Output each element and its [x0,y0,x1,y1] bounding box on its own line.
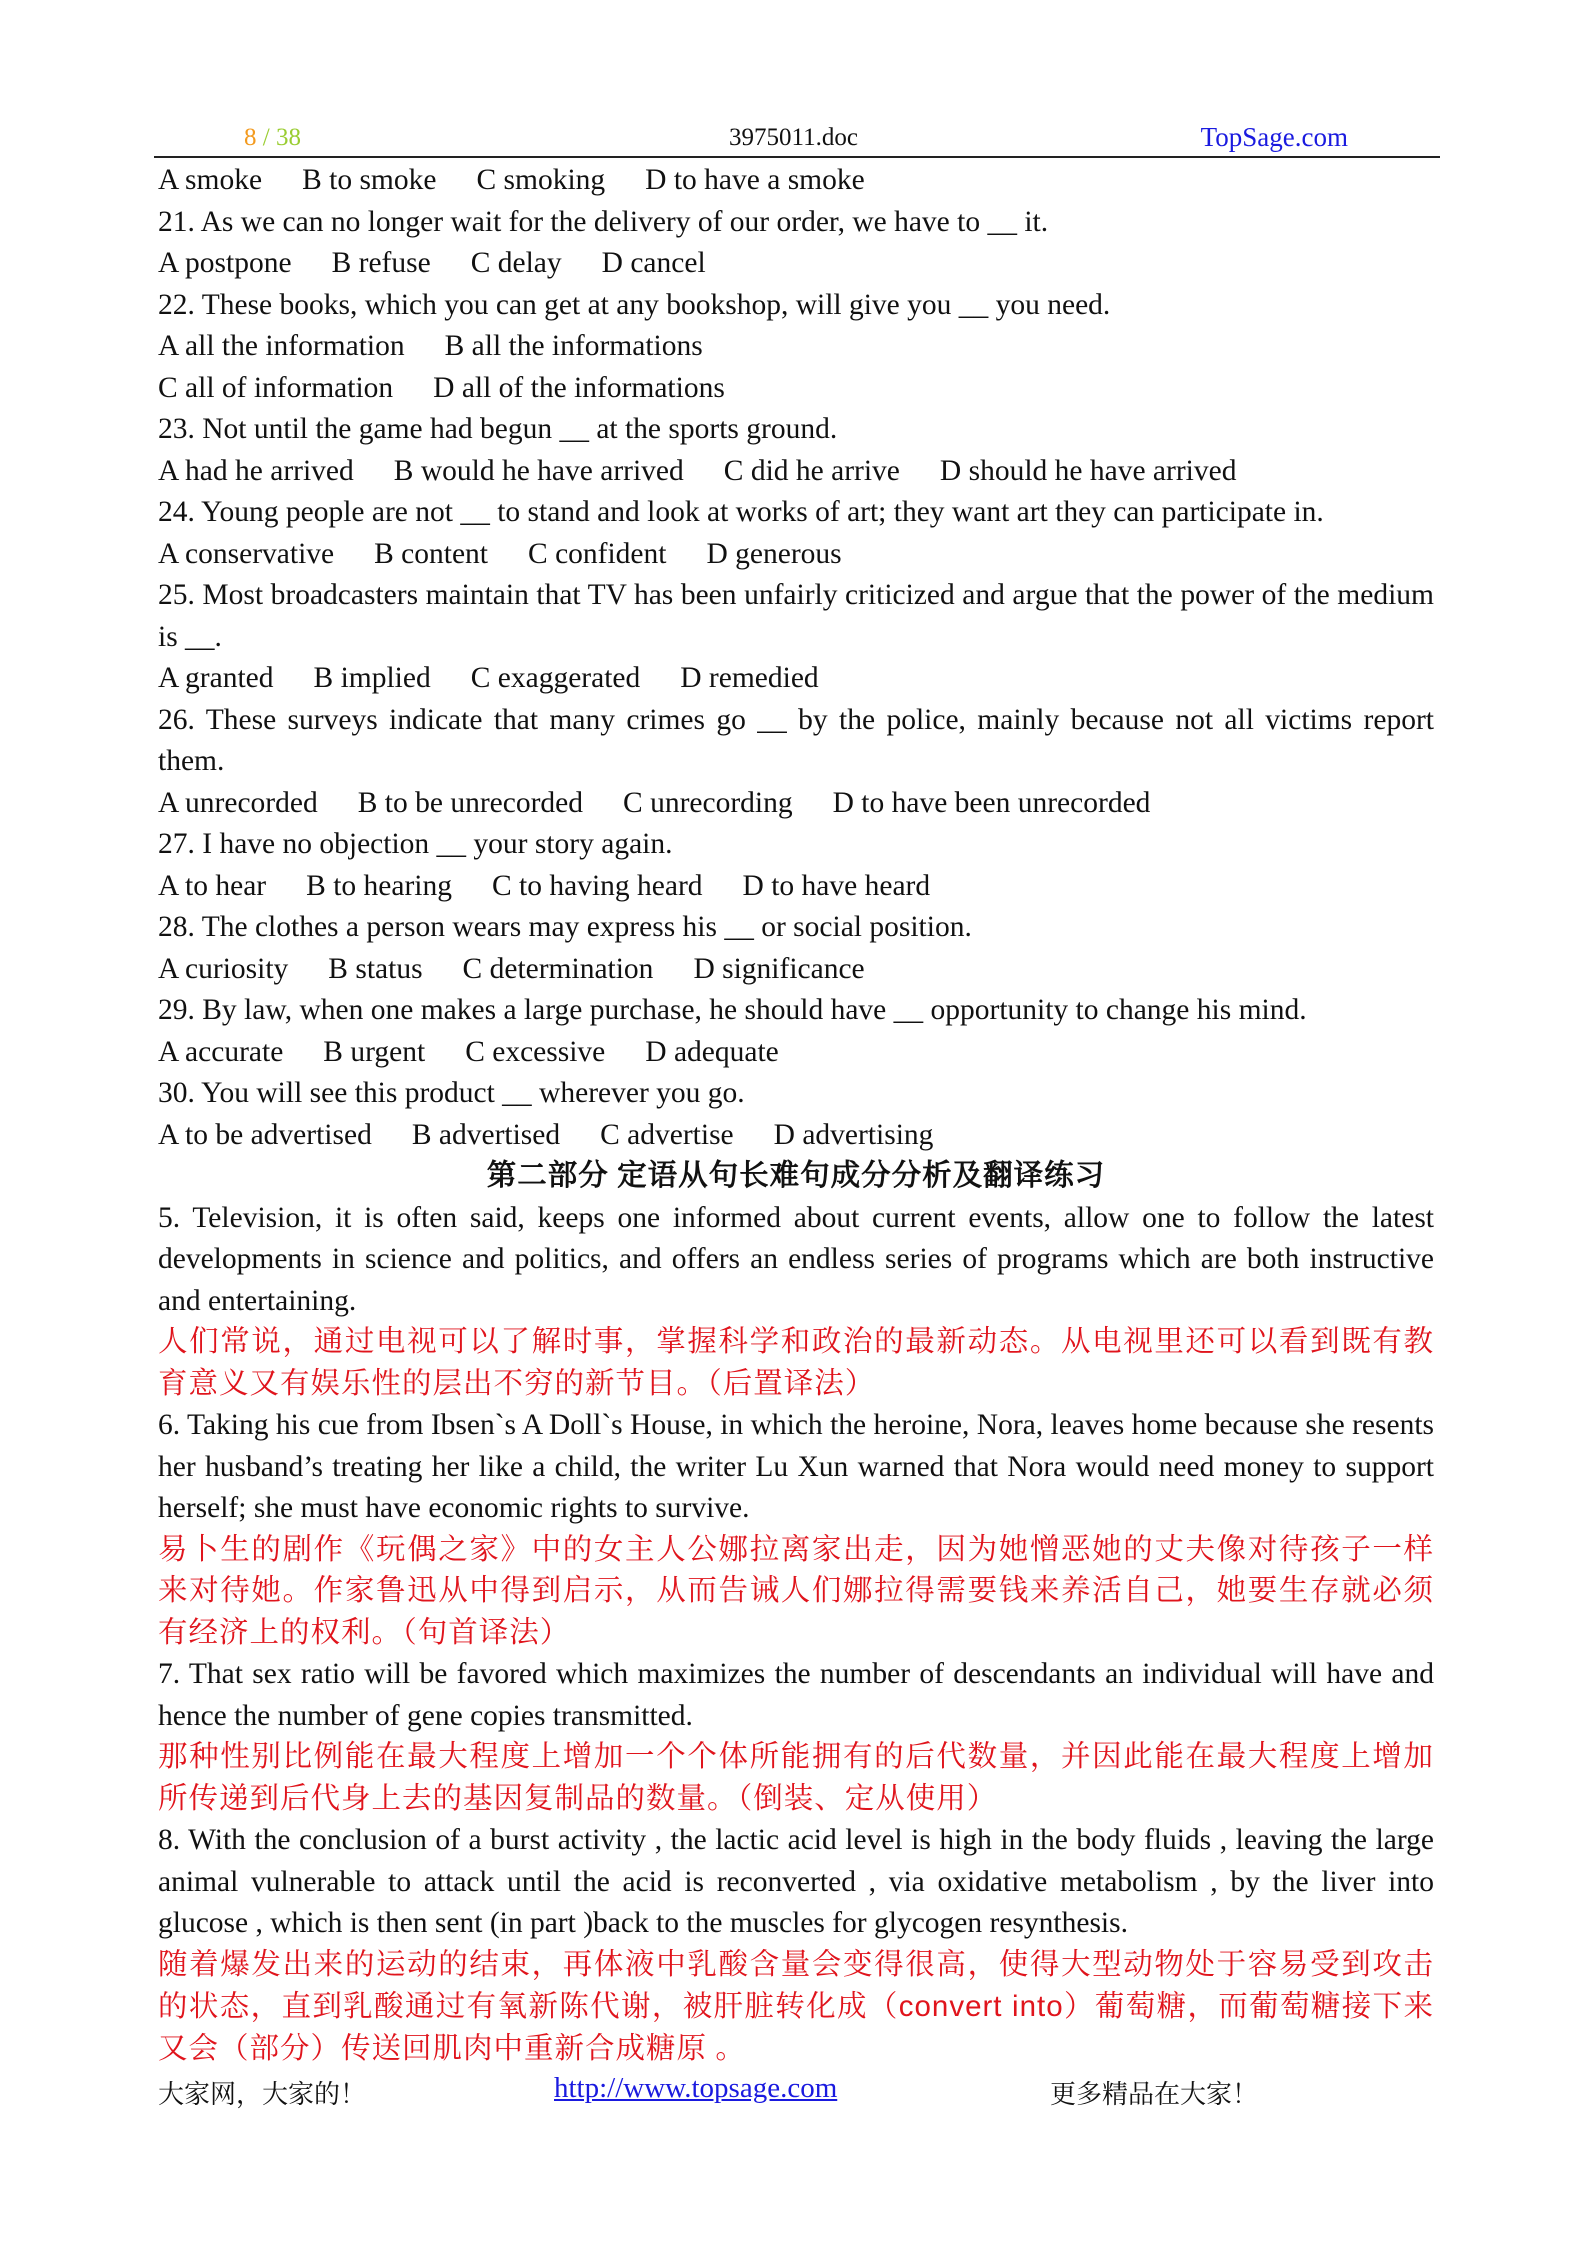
page-separator: / [256,124,276,151]
answer-option[interactable]: B to be unrecorded [357,786,584,819]
footer-link[interactable]: http://www.topsage.com [554,2072,838,2104]
answer-option[interactable]: D to have a smoke [645,164,865,196]
options-row [158,866,1434,908]
options-row [158,160,1434,202]
translation-item [158,1654,1434,1820]
section-heading: 第二部分 定语从句长难句成分分析及翻译练习 [486,1160,1106,1192]
english-sentence: 8. With the conclusion of a burst activity , the lactic acid level is high in the body fluids , leaving the large animal vulnerable to attack until the acid is reconverted , via oxidative metabolism , by the liver into glucose , which is then sent (in part )back to the muscles for glycogen resynthesis. [158,1824,1434,1939]
answer-option[interactable]: D generous [706,537,842,570]
options-row [158,1115,1434,1157]
answer-option[interactable]: A postpone [158,247,292,279]
answer-option[interactable]: A all the information [158,330,405,362]
answer-option[interactable]: D significance [693,952,865,985]
question-stem: 22. These books, which you can get at any bookshop, will give you __ you need. [158,288,1111,321]
answer-option[interactable]: C did he arrive [723,454,900,487]
answer-option[interactable]: B refuse [331,247,431,279]
answer-option[interactable]: A to be advertised [158,1118,372,1151]
english-sentence: 7. That sex ratio will be favored which maximizes the number of descendants an individual will have and hence the number of gene copies transmitted. [158,1658,1434,1732]
options-row [158,368,1434,410]
options-row [158,658,1434,700]
translation-segment: ）葡萄糖，而葡萄糖接下来又会（部分）传送回肌肉中重新合成糖原 。 [158,1991,1434,2065]
answer-option[interactable]: C unrecording [623,786,793,819]
question-stem: 25. Most broadcasters maintain that TV has been unfairly criticized and argue that the power of the medium is __. [158,579,1434,653]
answer-option[interactable]: C excessive [465,1035,606,1068]
answer-option[interactable]: B advertised [411,1118,561,1151]
options-row [158,1032,1434,1074]
options-row [158,451,1434,493]
question-item [158,1073,1434,1156]
translation-item [158,1198,1434,1406]
question-item [158,824,1434,907]
answer-option[interactable]: A accurate [158,1035,284,1068]
question-item [158,700,1434,825]
page-header [154,118,1440,158]
chinese-translation [158,1737,1434,1820]
answer-option[interactable]: C all of information [158,371,394,404]
answer-option[interactable]: B status [328,952,423,985]
footer-tagline: 更多精品在大家！ [1050,2080,1259,2109]
answer-option[interactable]: C to having heard [491,869,703,902]
answer-option[interactable]: B would he have arrived [393,454,684,487]
page-current: 8 [244,124,257,151]
question-item [158,990,1434,1073]
question-stem: 30. You will see this product __ wherever you go. [158,1077,745,1109]
answer-option[interactable]: A curiosity [158,952,289,985]
answer-option[interactable]: A granted [158,662,274,694]
question-item [158,285,1434,410]
answer-option[interactable]: D to have heard [742,869,931,902]
page-indicator [244,124,301,152]
english-sentence: 6. Taking his cue from Ibsen`s A Doll`s House, in which the heroine, Nora, leaves home because she resents her husband’s treating her like a child, the writer Lu Xun warned that Nora would need money to support herself; she must have economic rights to survive. [158,1409,1434,1524]
question-item [158,907,1434,990]
answer-option[interactable]: C determination [462,952,654,985]
answer-option[interactable]: B to smoke [302,164,437,196]
footer-slogan: 大家网，大家的！ [158,2080,367,2109]
question-stem: 21. As we can no longer wait for the delivery of our order, we have to __ it. [158,205,1049,238]
question-item [158,492,1434,575]
question-stem: 26. These surveys indicate that many crimes go __ by the police, mainly because not all victims report them. [158,703,1434,777]
translation-item [158,1820,1434,2070]
answer-option[interactable]: C advertise [600,1118,734,1151]
answer-option[interactable]: C confident [528,537,667,570]
document-name: 3975011.doc [729,124,858,151]
answer-option[interactable]: A had he arrived [158,454,354,487]
answer-option[interactable]: B all the informations [444,330,703,362]
answer-option[interactable]: A conservative [158,537,335,570]
answer-option[interactable]: D remedied [680,662,819,694]
answer-option[interactable]: C exaggerated [470,662,641,694]
answer-option[interactable]: D should he have arrived [939,454,1237,487]
options-row [158,534,1434,576]
english-sentence: 5. Television, it is often said, keeps one informed about current events, allow one to follow the latest developments in science and politics, and offers an endless series of programs which are both instructive and entertaining. [158,1201,1434,1317]
chinese-translation [158,1530,1434,1655]
answer-option[interactable]: C smoking [476,164,606,196]
answer-option[interactable]: D advertising [773,1118,934,1151]
answer-option[interactable]: D to have been unrecorded [832,786,1151,819]
document-body [158,160,1434,2070]
answer-option[interactable]: A smoke [158,164,263,196]
options-row [158,949,1434,991]
translation-segment: 易卜生的剧作《玩偶之家》中的女主人公娜拉离家出走，因为她憎恶她的丈夫像对待孩子一样来对待她。作家鲁迅从中得到启示，从而告诫人们娜拉得需要钱来养活自己，她要生存就必须有经济上的权利。（句首译法） [158,1533,1434,1649]
chinese-translation [158,1945,1434,2071]
answer-option[interactable]: B implied [313,662,431,694]
answer-option[interactable]: D adequate [645,1035,779,1068]
answer-option[interactable]: B content [374,537,489,570]
answer-option[interactable]: B to hearing [306,869,452,902]
answer-option[interactable]: A to hear [158,869,267,902]
answer-option[interactable]: B urgent [323,1035,426,1068]
translation-segment: 随着爆发出来的运动的结束，再体液中乳酸含量会变得很高，使得大型动物处于容易受到攻击的状态，直到乳酸通过有氧新陈代谢，被肝脏转化成（ [158,1948,1434,2023]
question-stem: 24. Young people are not __ to stand and look at works of art; they want art they can participate in. [158,496,1324,528]
translation-segment: 那种性别比例能在最大程度上增加一个个体所能拥有的后代数量，并因此能在最大程度上增加所传递到后代身上去的基因复制品的数量。（倒装、定从使用） [158,1741,1434,1815]
answer-option[interactable]: D cancel [601,247,706,279]
answer-option[interactable]: C delay [470,247,562,279]
question-stem: 23. Not until the game had begun __ at the sports ground. [158,413,838,445]
translation-item [158,1405,1434,1654]
translation-segment: 人们常说，通过电视可以了解时事，掌握科学和政治的最新动态。从电视里还可以看到既有教育意义又有娱乐性的层出不穷的新节目。（后置译法） [158,1326,1434,1400]
question-item [158,409,1434,492]
question-item [158,202,1434,285]
translation-segment: convert into [898,1990,1064,2023]
answer-option[interactable]: D all of the informations [433,371,725,404]
question-item [158,160,1434,202]
site-link[interactable]: TopSage.com [1200,122,1348,152]
answer-option[interactable]: A unrecorded [158,786,318,819]
question-stem: 29. By law, when one makes a large purchase, he should have __ opportunity to change his mind. [158,994,1307,1026]
options-row [158,783,1434,825]
page-total: 38 [275,124,301,151]
question-item [158,575,1434,700]
question-stem: 28. The clothes a person wears may express his __ or social position. [158,911,972,943]
options-row [158,243,1434,285]
chinese-translation [158,1322,1434,1405]
options-row [158,326,1434,368]
question-stem: 27. I have no objection __ your story again. [158,828,673,860]
